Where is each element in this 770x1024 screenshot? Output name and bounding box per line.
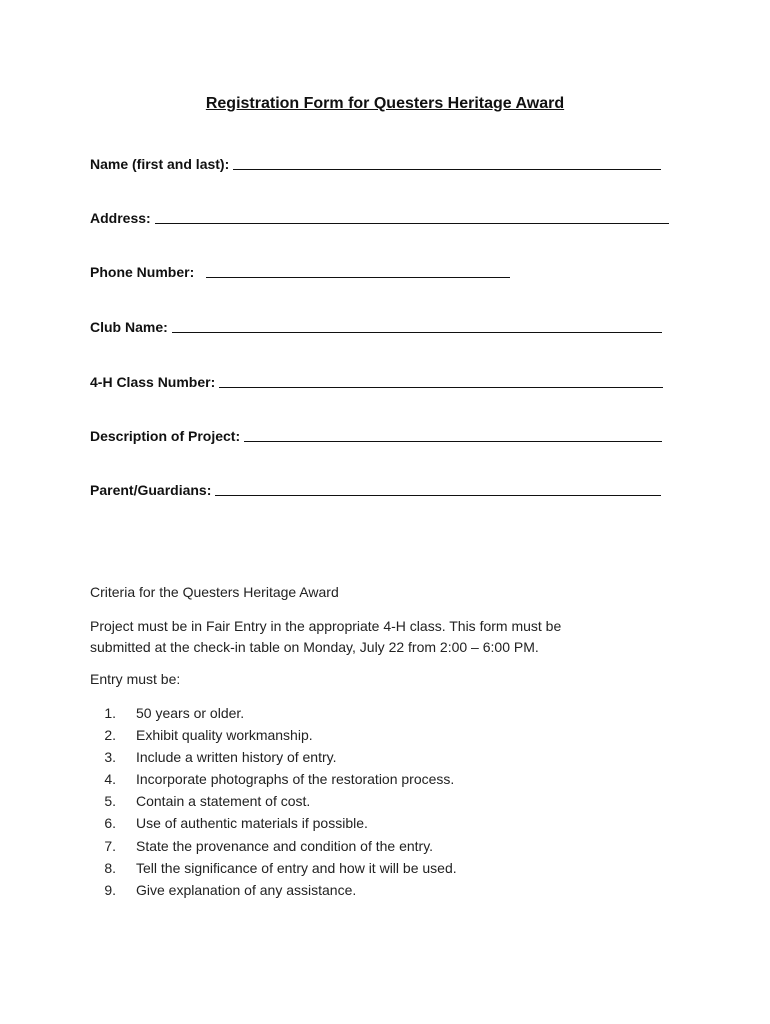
list-item-text: Incorporate photographs of the restoration process. bbox=[136, 771, 455, 788]
field-phone[interactable] bbox=[90, 264, 510, 280]
list-item bbox=[90, 857, 690, 879]
list-item bbox=[90, 812, 690, 834]
list-item-number: 6. bbox=[104, 815, 116, 832]
list-item bbox=[90, 835, 690, 857]
list-item-text: Contain a statement of cost. bbox=[136, 793, 311, 810]
list-item bbox=[90, 879, 690, 901]
field-parent-guardians-label: Parent/Guardians: bbox=[90, 482, 212, 498]
field-phone-line[interactable] bbox=[206, 276, 510, 278]
field-project-description[interactable] bbox=[90, 428, 662, 444]
list-item bbox=[90, 702, 690, 724]
field-class-number[interactable] bbox=[90, 374, 663, 390]
field-name-line[interactable] bbox=[233, 168, 661, 170]
list-item-number: 2. bbox=[104, 727, 116, 744]
list-item-number: 7. bbox=[104, 837, 116, 854]
criteria-paragraph-line-1: Project must be in Fair Entry in the appropriate 4-H class. This form must be bbox=[90, 618, 562, 634]
criteria-paragraph bbox=[90, 616, 670, 658]
list-item-text: Give explanation of any assistance. bbox=[136, 881, 357, 898]
field-name[interactable] bbox=[90, 156, 661, 172]
field-address-label: Address: bbox=[90, 210, 151, 226]
list-item-number: 8. bbox=[104, 859, 116, 876]
list-item-text: Use of authentic materials if possible. bbox=[136, 815, 368, 832]
field-class-number-line[interactable] bbox=[219, 386, 663, 388]
field-phone-label: Phone Number: bbox=[90, 264, 195, 280]
entry-heading: Entry must be: bbox=[90, 671, 181, 687]
field-project-description-line[interactable] bbox=[244, 440, 662, 442]
field-class-number-label: 4-H Class Number: bbox=[90, 374, 216, 390]
list-item-text: State the provenance and condition of the entry. bbox=[136, 837, 434, 854]
list-item-text: Exhibit quality workmanship. bbox=[136, 727, 313, 744]
list-item-number: 3. bbox=[104, 749, 116, 766]
criteria-list bbox=[90, 702, 690, 901]
field-address-line[interactable] bbox=[155, 222, 669, 224]
field-club-name-label: Club Name: bbox=[90, 319, 168, 335]
criteria-paragraph-line-2: submitted at the check-in table on Monday, July 22 from 2:00 – 6:00 PM. bbox=[90, 639, 539, 655]
list-item-number: 1. bbox=[104, 705, 116, 721]
list-item-number: 4. bbox=[104, 771, 116, 788]
list-item bbox=[90, 746, 690, 768]
page-title: Registration Form for Questers Heritage Award bbox=[205, 95, 565, 112]
list-item bbox=[90, 724, 690, 746]
field-club-name[interactable] bbox=[90, 319, 662, 335]
field-project-description-label: Description of Project: bbox=[90, 428, 241, 444]
list-item-number: 9. bbox=[104, 881, 116, 898]
list-item bbox=[90, 790, 690, 812]
list-item-text: 50 years or older. bbox=[136, 705, 245, 721]
list-item-text: Include a written history of entry. bbox=[136, 749, 337, 766]
field-name-label: Name (first and last): bbox=[90, 156, 230, 172]
list-item bbox=[90, 768, 690, 790]
list-item-text: Tell the significance of entry and how it will be used. bbox=[136, 859, 457, 876]
field-parent-guardians[interactable] bbox=[90, 482, 661, 498]
field-address[interactable] bbox=[90, 210, 669, 226]
field-parent-guardians-line[interactable] bbox=[215, 494, 661, 496]
criteria-title: Criteria for the Questers Heritage Award bbox=[90, 584, 339, 600]
field-club-name-line[interactable] bbox=[172, 331, 662, 333]
list-item-number: 5. bbox=[104, 793, 116, 810]
